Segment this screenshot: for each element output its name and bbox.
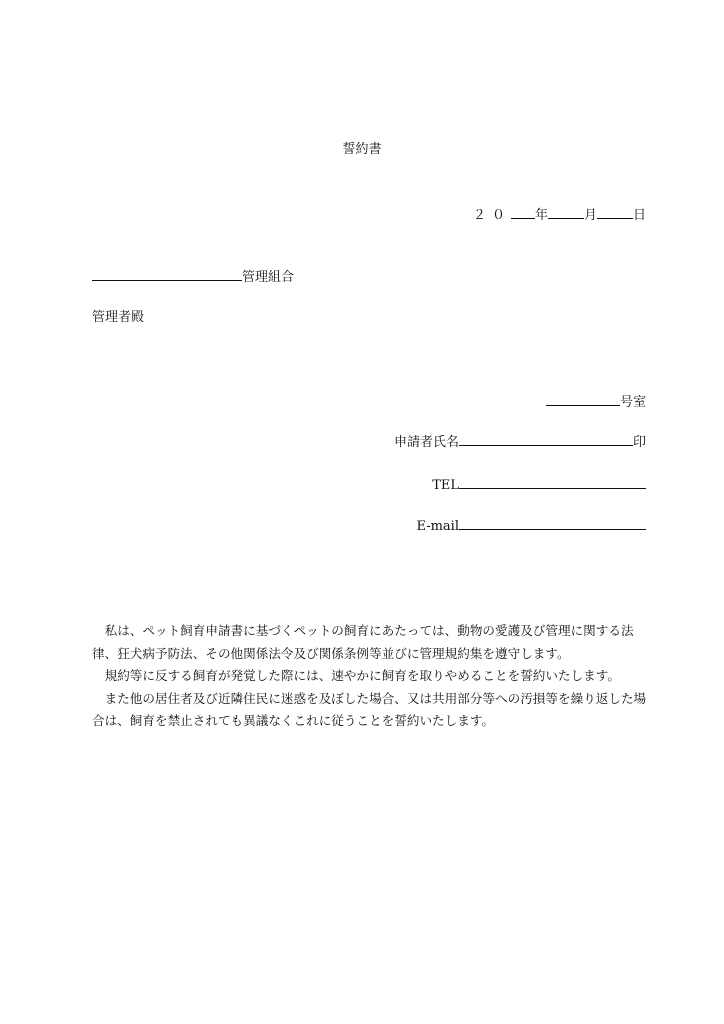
date-line: [473, 205, 646, 224]
email-label: E-mail: [416, 519, 459, 534]
seal-label: 印: [632, 435, 646, 450]
association-name-blank[interactable]: [92, 267, 242, 281]
document-title: 誓約書: [342, 142, 382, 157]
pledge-body: [92, 620, 652, 733]
date-year-label: 年: [534, 208, 548, 223]
applicant-name-label: 申請者氏名: [393, 435, 459, 450]
date-era-prefix: ２０: [472, 208, 511, 223]
pledge-paragraph: 規約等に反する飼育が発覚した際には、速やかに飼育を取りやめることを誓約いたします。: [104, 668, 620, 683]
room-label: 号室: [619, 395, 646, 410]
email-blank[interactable]: [459, 516, 646, 530]
day-blank[interactable]: [597, 205, 633, 219]
tel-blank[interactable]: [459, 475, 646, 489]
association-label: 管理組合: [242, 270, 295, 285]
room-line: [546, 392, 646, 411]
month-blank[interactable]: [548, 205, 584, 219]
email-line: [416, 516, 646, 535]
association-line: [92, 267, 294, 286]
pledge-paragraph: また他の居住者及び近隣住民に迷惑を及ぼした場合、又は共用部分等への汚損等を繰り返した場合は、飼育を禁止されても異議なくこれに従うことを誓約いたします。: [92, 690, 647, 728]
date-day-label: 日: [632, 208, 646, 223]
year-blank[interactable]: [511, 205, 535, 219]
applicant-name-blank[interactable]: [459, 432, 633, 446]
tel-line: [432, 475, 646, 494]
room-number-blank[interactable]: [546, 392, 620, 406]
applicant-name-line: [394, 432, 646, 451]
manager-addressee: 管理者殿: [92, 310, 145, 325]
date-month-label: 月: [583, 208, 597, 223]
tel-label: TEL: [432, 478, 459, 493]
pledge-paragraph: 私は、ペット飼育申請書に基づくペットの飼育にあたっては、動物の愛護及び管理に関する法律、狂犬病予防法、その他関係法令及び関係条例等並びに管理規約集を遵守します。: [92, 623, 634, 661]
